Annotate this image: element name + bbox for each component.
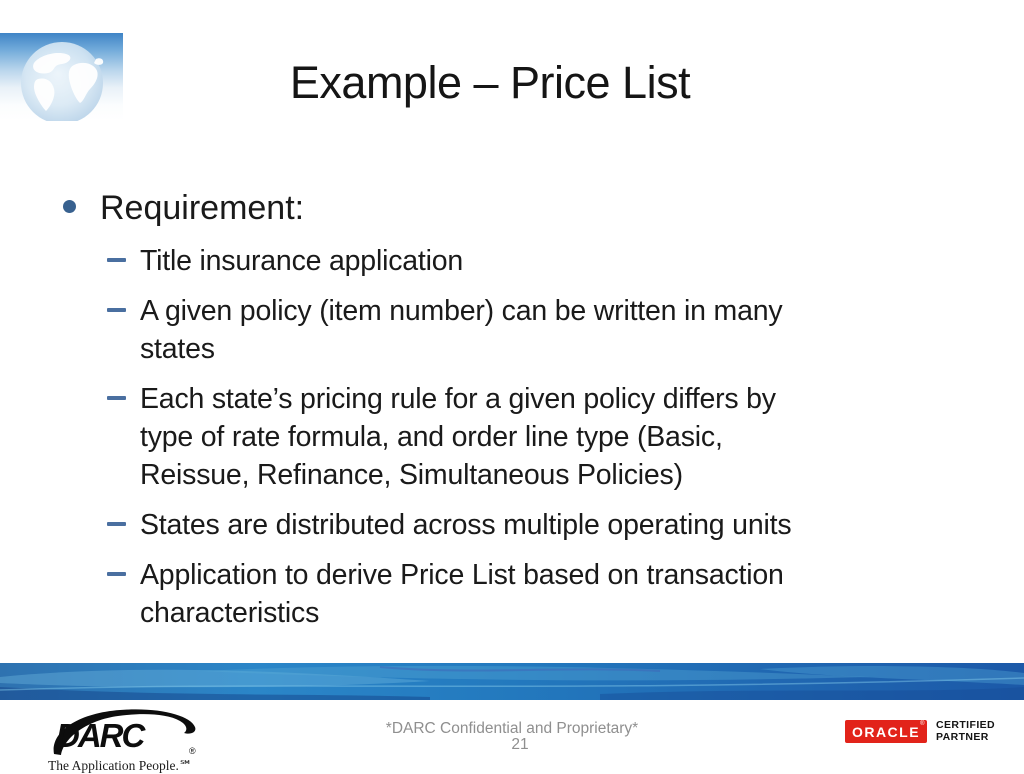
list-item	[107, 380, 943, 494]
list-item-line: Application to derive Price List based on transaction	[140, 559, 784, 591]
list-item-line: Each state’s pricing rule for a given policy differs by	[140, 383, 776, 415]
slide-title: Example – Price List	[289, 57, 691, 108]
list-item-line: Reissue, Refinance, Simultaneous Policies)	[140, 459, 683, 491]
list-item	[107, 292, 943, 368]
oracle-certified-partner-logo	[845, 720, 995, 743]
wave-graphic-icon	[0, 663, 1024, 700]
dash-bullet-icon	[107, 258, 126, 262]
slide-body	[63, 186, 943, 632]
sub-bullet-list	[107, 242, 943, 632]
list-item-text	[140, 556, 784, 632]
list-item	[107, 242, 943, 280]
list-item	[107, 556, 943, 632]
oracle-wordmark: ORACLE	[851, 723, 921, 740]
list-item-text	[140, 506, 791, 544]
page-number: 21	[511, 736, 529, 753]
dash-bullet-icon	[107, 572, 126, 576]
list-item-text	[140, 242, 463, 280]
list-item	[107, 506, 943, 544]
list-item-line: Title insurance application	[140, 245, 464, 277]
dash-bullet-icon	[107, 396, 126, 400]
confidential-text: *DARC Confidential and Proprietary*	[385, 720, 639, 737]
footer-wave-banner	[0, 663, 1024, 700]
darc-registered-mark: ®	[189, 746, 196, 756]
oracle-logo-box	[845, 720, 927, 743]
bullet-dot-icon	[63, 200, 76, 213]
oracle-certified-label	[936, 720, 995, 743]
list-item-text	[140, 292, 782, 368]
oracle-registered-mark: ®	[920, 721, 926, 727]
list-item-line: A given policy (item number) can be written in many	[140, 295, 783, 327]
bullet-heading-label: Requirement:	[100, 189, 305, 227]
list-item-line: type of rate formula, and order line type (Basic,	[140, 421, 723, 453]
list-item-line: States are distributed across multiple operating units	[140, 509, 792, 541]
list-item-line: characteristics	[140, 597, 320, 629]
darc-tagline: The Application People.℠	[48, 758, 193, 773]
list-item-heading	[63, 186, 943, 230]
certified-line: CERTIFIED	[936, 719, 996, 731]
list-item-line: states	[140, 333, 215, 365]
list-item-text	[140, 380, 776, 494]
darc-wordmark: DARC	[56, 717, 144, 754]
partner-line: PARTNER	[936, 730, 989, 743]
dash-bullet-icon	[107, 522, 126, 526]
dash-bullet-icon	[107, 308, 126, 312]
